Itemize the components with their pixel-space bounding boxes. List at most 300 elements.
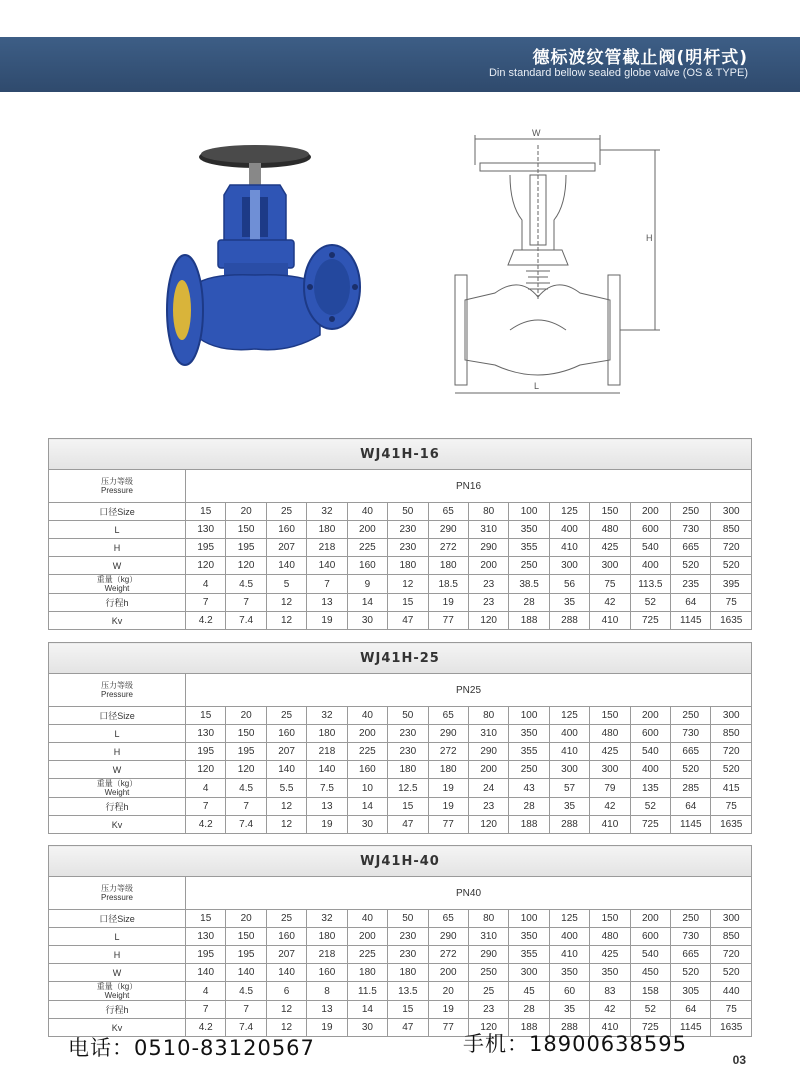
table-cell: 47	[388, 1019, 428, 1037]
table-cell: 180	[388, 761, 428, 779]
table-cell: 207	[266, 539, 306, 557]
table-cell: 850	[711, 521, 752, 539]
table-cell: 480	[590, 725, 630, 743]
table-cell: 180	[307, 928, 347, 946]
row-label: H	[49, 539, 186, 557]
table-cell: 200	[347, 521, 387, 539]
table-cell: 23	[468, 594, 508, 612]
table-cell: 19	[307, 612, 347, 630]
table-cell: 150	[590, 503, 630, 521]
table-model-title: WJ41H-25	[49, 643, 752, 674]
table-model-title: WJ41H-16	[49, 439, 752, 470]
row-label: L	[49, 928, 186, 946]
row-label: 行程h	[49, 1001, 186, 1019]
table-cell: 50	[388, 503, 428, 521]
table-cell: 540	[630, 946, 670, 964]
table-cell: 140	[307, 761, 347, 779]
table-cell: 180	[428, 557, 468, 575]
table-cell: 195	[186, 539, 226, 557]
table-cell: 4.2	[186, 816, 226, 834]
table-cell: 1635	[711, 612, 752, 630]
table-cell: 50	[388, 910, 428, 928]
table-cell: 32	[307, 503, 347, 521]
table-row-kv	[49, 816, 752, 834]
table-cell: 395	[711, 575, 752, 594]
table-cell: 200	[347, 928, 387, 946]
table-cell: 230	[388, 539, 428, 557]
table-cell: 15	[186, 503, 226, 521]
table-cell: 14	[347, 594, 387, 612]
table-cell: 52	[630, 594, 670, 612]
table-cell: 65	[428, 707, 468, 725]
table-cell: 80	[468, 503, 508, 521]
table-cell: 23	[468, 798, 508, 816]
row-label: Kv	[49, 612, 186, 630]
table-cell: 20	[226, 707, 266, 725]
table-cell: 30	[347, 612, 387, 630]
valve-section-drawing	[450, 125, 665, 400]
table-cell: 113.5	[630, 575, 670, 594]
page-number: 03	[732, 1053, 746, 1067]
table-row-size	[49, 707, 752, 725]
table-cell: 120	[468, 816, 508, 834]
table-cell: 140	[226, 964, 266, 982]
table-cell: 350	[509, 725, 549, 743]
table-cell: 125	[549, 503, 589, 521]
table-cell: 14	[347, 798, 387, 816]
table-cell: 7	[186, 594, 226, 612]
table-cell: 450	[630, 964, 670, 982]
table-cell: 7.5	[307, 779, 347, 798]
table-cell: 19	[428, 594, 468, 612]
table-cell: 410	[590, 1019, 630, 1037]
pressure-label-cn: 压力等级	[101, 681, 133, 690]
table-cell: 272	[428, 743, 468, 761]
pressure-value: PN16	[186, 470, 752, 503]
table-cell: 520	[671, 761, 711, 779]
table-cell: 13	[307, 798, 347, 816]
table-cell: 300	[711, 910, 752, 928]
table-cell: 200	[630, 707, 670, 725]
table-cell: 1145	[671, 612, 711, 630]
table-cell: 225	[347, 946, 387, 964]
table-cell: 250	[671, 503, 711, 521]
table-cell: 250	[509, 557, 549, 575]
table-cell: 400	[549, 521, 589, 539]
table-cell: 25	[266, 707, 306, 725]
page-title: 德标波纹管截止阀(明杆式)	[532, 48, 748, 68]
table-cell: 28	[509, 1001, 549, 1019]
table-cell: 272	[428, 539, 468, 557]
weight-label-cn: 重量（kg）	[96, 779, 138, 788]
spec-table-wj41h-40	[48, 845, 752, 1037]
table-cell: 410	[549, 743, 589, 761]
table-cell: 7	[226, 798, 266, 816]
table-cell: 520	[671, 964, 711, 982]
page-subtitle: Din standard bellow sealed globe valve (OS & TYPE)	[488, 67, 748, 79]
table-cell: 4.5	[226, 575, 266, 594]
table-cell: 7	[226, 1001, 266, 1019]
table-cell: 42	[590, 1001, 630, 1019]
table-cell: 13	[307, 1001, 347, 1019]
table-cell: 30	[347, 816, 387, 834]
table-cell: 30	[347, 1019, 387, 1037]
table-cell: 12	[266, 1001, 306, 1019]
table-row-kv	[49, 612, 752, 630]
row-label: H	[49, 946, 186, 964]
table-cell: 130	[186, 521, 226, 539]
table-cell: 355	[509, 743, 549, 761]
table-cell: 100	[509, 707, 549, 725]
table-cell: 150	[226, 725, 266, 743]
footer-telephone: 电话：0510-83120567	[68, 1036, 315, 1060]
table-cell: 350	[549, 964, 589, 982]
table-cell: 665	[671, 539, 711, 557]
table-cell: 120	[468, 1019, 508, 1037]
table-row-weight	[49, 982, 752, 1001]
table-cell: 10	[347, 779, 387, 798]
table-row-w	[49, 761, 752, 779]
table-cell: 300	[590, 557, 630, 575]
table-cell: 7.4	[226, 816, 266, 834]
table-cell: 150	[226, 521, 266, 539]
table-cell: 230	[388, 743, 428, 761]
table-cell: 725	[630, 816, 670, 834]
table-cell: 14	[347, 1001, 387, 1019]
table-cell: 7.4	[226, 1019, 266, 1037]
table-cell: 15	[186, 707, 226, 725]
table-cell: 200	[630, 910, 670, 928]
table-cell: 180	[347, 964, 387, 982]
row-label: W	[49, 964, 186, 982]
table-cell: 15	[388, 1001, 428, 1019]
table-cell: 188	[509, 1019, 549, 1037]
table-cell: 15	[186, 910, 226, 928]
spec-table-wj41h-16	[48, 438, 752, 630]
table-cell: 140	[307, 557, 347, 575]
table-cell: 65	[428, 503, 468, 521]
table-cell: 250	[509, 761, 549, 779]
table-cell: 180	[428, 761, 468, 779]
table-cell: 350	[509, 928, 549, 946]
drawing-l-label: L	[534, 381, 540, 391]
table-cell: 4	[186, 982, 226, 1001]
table-cell: 4.2	[186, 612, 226, 630]
table-row-h	[49, 946, 752, 964]
table-cell: 665	[671, 946, 711, 964]
table-cell: 600	[630, 928, 670, 946]
table-cell: 20	[226, 503, 266, 521]
table-cell: 47	[388, 816, 428, 834]
table-cell: 200	[468, 557, 508, 575]
table-cell: 310	[468, 725, 508, 743]
table-cell: 125	[549, 707, 589, 725]
table-cell: 285	[671, 779, 711, 798]
table-cell: 19	[307, 1019, 347, 1037]
table-cell: 64	[671, 1001, 711, 1019]
table-cell: 32	[307, 707, 347, 725]
table-cell: 288	[549, 1019, 589, 1037]
table-cell: 150	[590, 707, 630, 725]
table-cell: 300	[590, 761, 630, 779]
table-cell: 600	[630, 521, 670, 539]
pressure-value: PN25	[186, 674, 752, 707]
table-cell: 11.5	[347, 982, 387, 1001]
row-label: 行程h	[49, 594, 186, 612]
table-cell: 250	[468, 964, 508, 982]
table-cell: 35	[549, 798, 589, 816]
table-cell: 400	[630, 557, 670, 575]
table-cell: 80	[468, 707, 508, 725]
table-cell: 180	[307, 725, 347, 743]
table-cell: 52	[630, 798, 670, 816]
row-label: 口径Size	[49, 503, 186, 521]
table-cell: 160	[266, 725, 306, 743]
table-cell: 64	[671, 594, 711, 612]
table-row-size	[49, 503, 752, 521]
table-cell: 218	[307, 946, 347, 964]
weight-label-en: Weight	[104, 584, 130, 593]
table-cell: 218	[307, 743, 347, 761]
table-cell: 730	[671, 725, 711, 743]
table-cell: 665	[671, 743, 711, 761]
table-row-weight	[49, 575, 752, 594]
table-cell: 130	[186, 928, 226, 946]
table-cell: 290	[428, 725, 468, 743]
table-cell: 75	[711, 594, 752, 612]
table-cell: 300	[711, 707, 752, 725]
table-cell: 160	[347, 761, 387, 779]
table-cell: 207	[266, 743, 306, 761]
table-cell: 12	[266, 612, 306, 630]
table-cell: 4.5	[226, 779, 266, 798]
table-cell: 730	[671, 521, 711, 539]
table-cell: 4.5	[226, 982, 266, 1001]
table-cell: 12	[266, 594, 306, 612]
table-cell: 300	[509, 964, 549, 982]
table-cell: 355	[509, 946, 549, 964]
table-cell: 18.5	[428, 575, 468, 594]
table-cell: 180	[388, 964, 428, 982]
table-cell: 310	[468, 521, 508, 539]
table-cell: 207	[266, 946, 306, 964]
table-cell: 188	[509, 612, 549, 630]
table-cell: 8	[307, 982, 347, 1001]
table-cell: 140	[266, 761, 306, 779]
table-cell: 290	[428, 521, 468, 539]
table-cell: 850	[711, 725, 752, 743]
table-cell: 12	[266, 798, 306, 816]
table-cell: 135	[630, 779, 670, 798]
table-cell: 195	[186, 946, 226, 964]
table-cell: 520	[671, 557, 711, 575]
footer-mobile: 手机：18900638595	[463, 1032, 687, 1056]
table-cell: 25	[468, 982, 508, 1001]
row-label: H	[49, 743, 186, 761]
table-cell: 225	[347, 743, 387, 761]
table-row-stroke	[49, 594, 752, 612]
row-label	[49, 779, 186, 798]
row-label	[49, 982, 186, 1001]
drawing-w-label: W	[532, 128, 541, 138]
table-row-size	[49, 910, 752, 928]
table-cell: 160	[307, 964, 347, 982]
table-cell: 52	[630, 1001, 670, 1019]
table-cell: 720	[711, 946, 752, 964]
table-cell: 35	[549, 594, 589, 612]
valve-product-image	[160, 135, 365, 395]
row-label	[49, 575, 186, 594]
table-cell: 540	[630, 539, 670, 557]
table-cell: 725	[630, 1019, 670, 1037]
table-cell: 56	[549, 575, 589, 594]
table-cell: 25	[266, 910, 306, 928]
table-cell: 32	[307, 910, 347, 928]
table-cell: 19	[428, 1001, 468, 1019]
table-cell: 19	[428, 798, 468, 816]
spec-table-wj41h-25	[48, 642, 752, 834]
table-cell: 4	[186, 575, 226, 594]
table-cell: 42	[590, 594, 630, 612]
table-cell: 12.5	[388, 779, 428, 798]
table-cell: 400	[549, 928, 589, 946]
table-cell: 180	[307, 521, 347, 539]
table-cell: 160	[266, 928, 306, 946]
table-cell: 7	[186, 1001, 226, 1019]
row-label: L	[49, 725, 186, 743]
table-cell: 235	[671, 575, 711, 594]
table-cell: 1635	[711, 1019, 752, 1037]
table-cell: 38.5	[509, 575, 549, 594]
table-cell: 305	[671, 982, 711, 1001]
table-cell: 600	[630, 725, 670, 743]
table-cell: 230	[388, 946, 428, 964]
table-cell: 195	[226, 946, 266, 964]
table-cell: 300	[549, 557, 589, 575]
table-cell: 290	[468, 743, 508, 761]
table-cell: 7	[307, 575, 347, 594]
pressure-label-en: Pressure	[100, 486, 133, 495]
table-cell: 5	[266, 575, 306, 594]
table-cell: 250	[671, 707, 711, 725]
table-cell: 57	[549, 779, 589, 798]
pressure-label-cell	[49, 877, 186, 910]
table-cell: 425	[590, 743, 630, 761]
table-cell: 540	[630, 743, 670, 761]
table-cell: 12	[388, 575, 428, 594]
table-row-l	[49, 928, 752, 946]
table-cell: 410	[549, 539, 589, 557]
table-cell: 230	[388, 725, 428, 743]
table-cell: 140	[186, 964, 226, 982]
table-cell: 350	[509, 521, 549, 539]
table-cell: 65	[428, 910, 468, 928]
table-cell: 730	[671, 928, 711, 946]
table-cell: 425	[590, 539, 630, 557]
weight-label-en: Weight	[104, 788, 130, 797]
table-cell: 125	[549, 910, 589, 928]
table-cell: 7.4	[226, 612, 266, 630]
table-cell: 64	[671, 798, 711, 816]
table-cell: 47	[388, 612, 428, 630]
pressure-label-cell	[49, 470, 186, 503]
table-cell: 77	[428, 1019, 468, 1037]
table-cell: 19	[428, 779, 468, 798]
drawing-h-label: H	[646, 233, 653, 243]
table-cell: 80	[468, 910, 508, 928]
table-cell: 120	[226, 557, 266, 575]
table-cell: 28	[509, 594, 549, 612]
table-cell: 1145	[671, 816, 711, 834]
table-cell: 720	[711, 743, 752, 761]
table-cell: 290	[468, 946, 508, 964]
table-row-h	[49, 743, 752, 761]
table-cell: 200	[630, 503, 670, 521]
pressure-value: PN40	[186, 877, 752, 910]
weight-label-en: Weight	[104, 991, 130, 1000]
row-label: Kv	[49, 816, 186, 834]
table-cell: 200	[468, 761, 508, 779]
table-cell: 520	[711, 557, 752, 575]
table-cell: 77	[428, 816, 468, 834]
table-cell: 23	[468, 575, 508, 594]
table-cell: 15	[388, 594, 428, 612]
table-cell: 130	[186, 725, 226, 743]
table-cell: 42	[590, 798, 630, 816]
table-cell: 75	[590, 575, 630, 594]
table-cell: 25	[266, 503, 306, 521]
table-model-title: WJ41H-40	[49, 846, 752, 877]
table-cell: 355	[509, 539, 549, 557]
table-cell: 195	[186, 743, 226, 761]
table-row-stroke	[49, 1001, 752, 1019]
table-cell: 425	[590, 946, 630, 964]
table-row-stroke	[49, 798, 752, 816]
table-cell: 225	[347, 539, 387, 557]
table-cell: 12	[266, 1019, 306, 1037]
table-cell: 272	[428, 946, 468, 964]
table-cell: 160	[266, 521, 306, 539]
table-cell: 40	[347, 707, 387, 725]
table-cell: 75	[711, 1001, 752, 1019]
table-cell: 120	[226, 761, 266, 779]
table-cell: 720	[711, 539, 752, 557]
table-cell: 410	[590, 612, 630, 630]
table-cell: 12	[266, 816, 306, 834]
table-cell: 20	[428, 982, 468, 1001]
table-cell: 520	[711, 761, 752, 779]
table-cell: 290	[468, 539, 508, 557]
table-cell: 4.2	[186, 1019, 226, 1037]
table-cell: 200	[347, 725, 387, 743]
table-row-l	[49, 725, 752, 743]
table-cell: 13.5	[388, 982, 428, 1001]
table-cell: 75	[711, 798, 752, 816]
table-cell: 415	[711, 779, 752, 798]
table-cell: 4	[186, 779, 226, 798]
table-cell: 410	[590, 816, 630, 834]
table-cell: 120	[186, 557, 226, 575]
table-cell: 43	[509, 779, 549, 798]
table-row-w	[49, 557, 752, 575]
table-cell: 850	[711, 928, 752, 946]
table-cell: 230	[388, 928, 428, 946]
table-cell: 150	[590, 910, 630, 928]
table-cell: 100	[509, 503, 549, 521]
table-row-h	[49, 539, 752, 557]
table-cell: 300	[711, 503, 752, 521]
table-cell: 15	[388, 798, 428, 816]
